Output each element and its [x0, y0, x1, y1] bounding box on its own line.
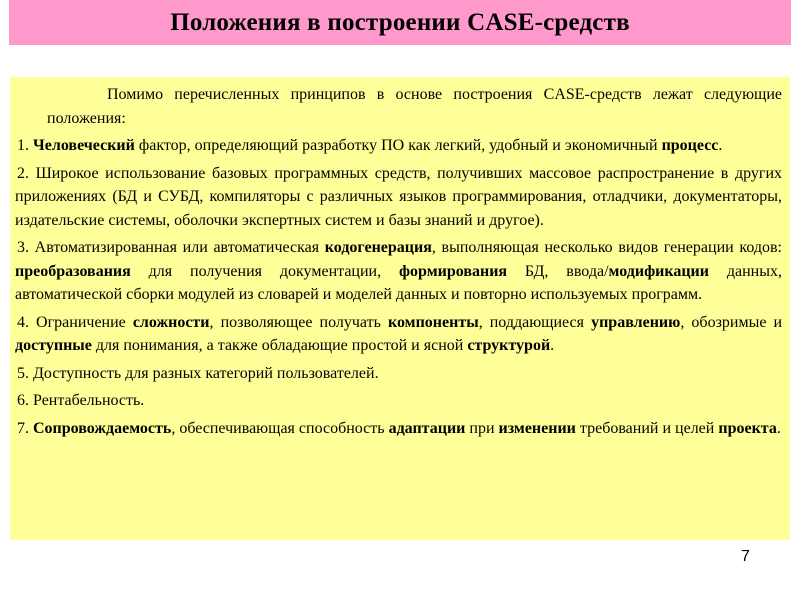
list-item	[15, 236, 782, 307]
bold-term: управлению	[591, 313, 681, 331]
list-item	[15, 417, 782, 441]
bold-term: сложности	[132, 313, 210, 331]
bold-term: проекта	[718, 419, 777, 437]
text-run: , обеспечивающая способность	[171, 419, 389, 437]
text-run: 6. Рентабельность.	[17, 392, 145, 409]
text-run: при	[465, 419, 499, 437]
list-item	[15, 134, 782, 158]
bold-term: модификации	[608, 262, 709, 280]
text-run: 1.	[17, 137, 33, 154]
bold-term: преобразования	[15, 262, 131, 280]
text-run: 7.	[17, 419, 33, 437]
items-list	[15, 134, 782, 440]
bold-term: Человеческий	[33, 137, 135, 154]
bold-term: доступные	[15, 337, 92, 354]
list-item	[15, 362, 782, 386]
text-run: для понимания, а также обладающие простой и ясной	[91, 337, 468, 354]
page-number: 7	[741, 548, 750, 565]
text-run: требований и целей	[575, 419, 719, 437]
bold-term: процесс	[661, 137, 719, 154]
text-run: 2. Широкое использование базовых программных средств, получивших массовое распространение в других приложениях (БД и СУБД, компиляторы с различных языков программирования, отладчики, документаторы, издательские системы, оболочки экспертных систем и базы знаний и другое).	[15, 164, 782, 229]
text-run: .	[718, 137, 723, 154]
text-run: , выполняющая несколько видов генерации кодов:	[431, 239, 783, 256]
text-run: 4. Ограничение	[17, 313, 133, 331]
list-item	[15, 389, 782, 413]
text-run: .	[550, 337, 555, 354]
text-run: БД, ввода/	[507, 262, 609, 280]
slide-title: Положения в построении CASE-средств	[170, 8, 630, 36]
text-run: для получения документации,	[130, 262, 399, 280]
bold-term: компоненты	[387, 313, 479, 331]
text-run: 5. Доступность для разных категорий пользователей.	[17, 364, 379, 382]
bold-term: кодогенерация	[324, 239, 432, 256]
bold-term: формирования	[398, 262, 508, 280]
content-box	[10, 77, 790, 540]
intro-paragraph: Помимо перечисленных принципов в основе построения CASE-средств лежат следующие положения:	[47, 86, 782, 127]
text-run: .	[776, 419, 781, 437]
list-item	[15, 162, 782, 233]
text-run: , позволяющее получать	[209, 313, 388, 331]
text-run: данных, автоматической сборки модулей из словарей и моделей данных и повторно используемых программ.	[15, 262, 782, 303]
bold-term: изменении	[498, 419, 576, 437]
bold-term: адаптации	[388, 419, 466, 437]
text-run: , обозримые и	[680, 313, 783, 331]
bold-term: структурой	[467, 337, 551, 354]
bold-term: Сопровождаемость	[33, 419, 172, 437]
title-bar	[9, 0, 791, 45]
text-run: 3. Автоматизированная или автоматическая	[17, 239, 325, 256]
list-item	[15, 311, 782, 358]
text-run: , поддающиеся	[478, 313, 592, 331]
text-run: фактор, определяющий разработку ПО как легкий, удобный и экономичный	[134, 137, 662, 154]
